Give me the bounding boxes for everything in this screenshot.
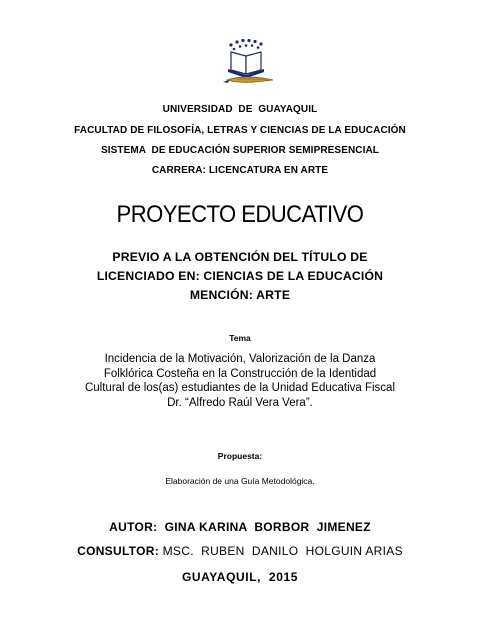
propuesta-text: Elaboración de una Guía Metodológica. [165,476,315,486]
degree-line-3: MENCIÓN: ARTE [189,288,291,302]
faculty-name: FACULTAD DE FILOSOFÍA, LETRAS Y CIENCIAS DE LA EDUCACIÓN [74,125,406,136]
consultant-line [0,544,480,558]
university-logo-icon [215,36,279,90]
career-name: CARRERA: LICENCATURA EN ARTE [151,165,329,176]
system-name: SISTEMA DE EDUCACIÓN SUPERIOR SEMIPRESENCIAL [100,145,380,156]
tema-text: Incidencia de la Motivación, Valorización de la Danza Folklórica Costeña en la Construcción de la Identidad Cultural de los(as) estudiantes de la Unidad Educativa Fiscal Dr. “Alfredo Raúl Vera Vera”. [84,353,396,409]
author-name: GINA KARINA BORBOR JIMENEZ [157,520,371,534]
degree-line-2: LICENCIADO EN: CIENCIAS DE LA EDUCACIÓN [96,269,384,283]
university-name: UNIVERSIDAD DE GUAYAQUIL [162,104,318,115]
consultant-label: CONSULTOR: [77,544,159,558]
propuesta-label: Propuesta: [217,451,263,461]
consultant-name: MSC. RUBEN DANILO HOLGUIN ARIAS [159,544,403,558]
author-line [0,520,480,534]
place-date: GUAYAQUIL, 2015 [181,570,299,584]
degree-line-1: PREVIO A LA OBTENCIÓN DEL TÍTULO DE [112,250,368,264]
document-title: PROYECTO EDUCATIVO [116,201,364,228]
author-label: AUTOR: [109,520,158,534]
tema-label: Tema [229,333,251,343]
